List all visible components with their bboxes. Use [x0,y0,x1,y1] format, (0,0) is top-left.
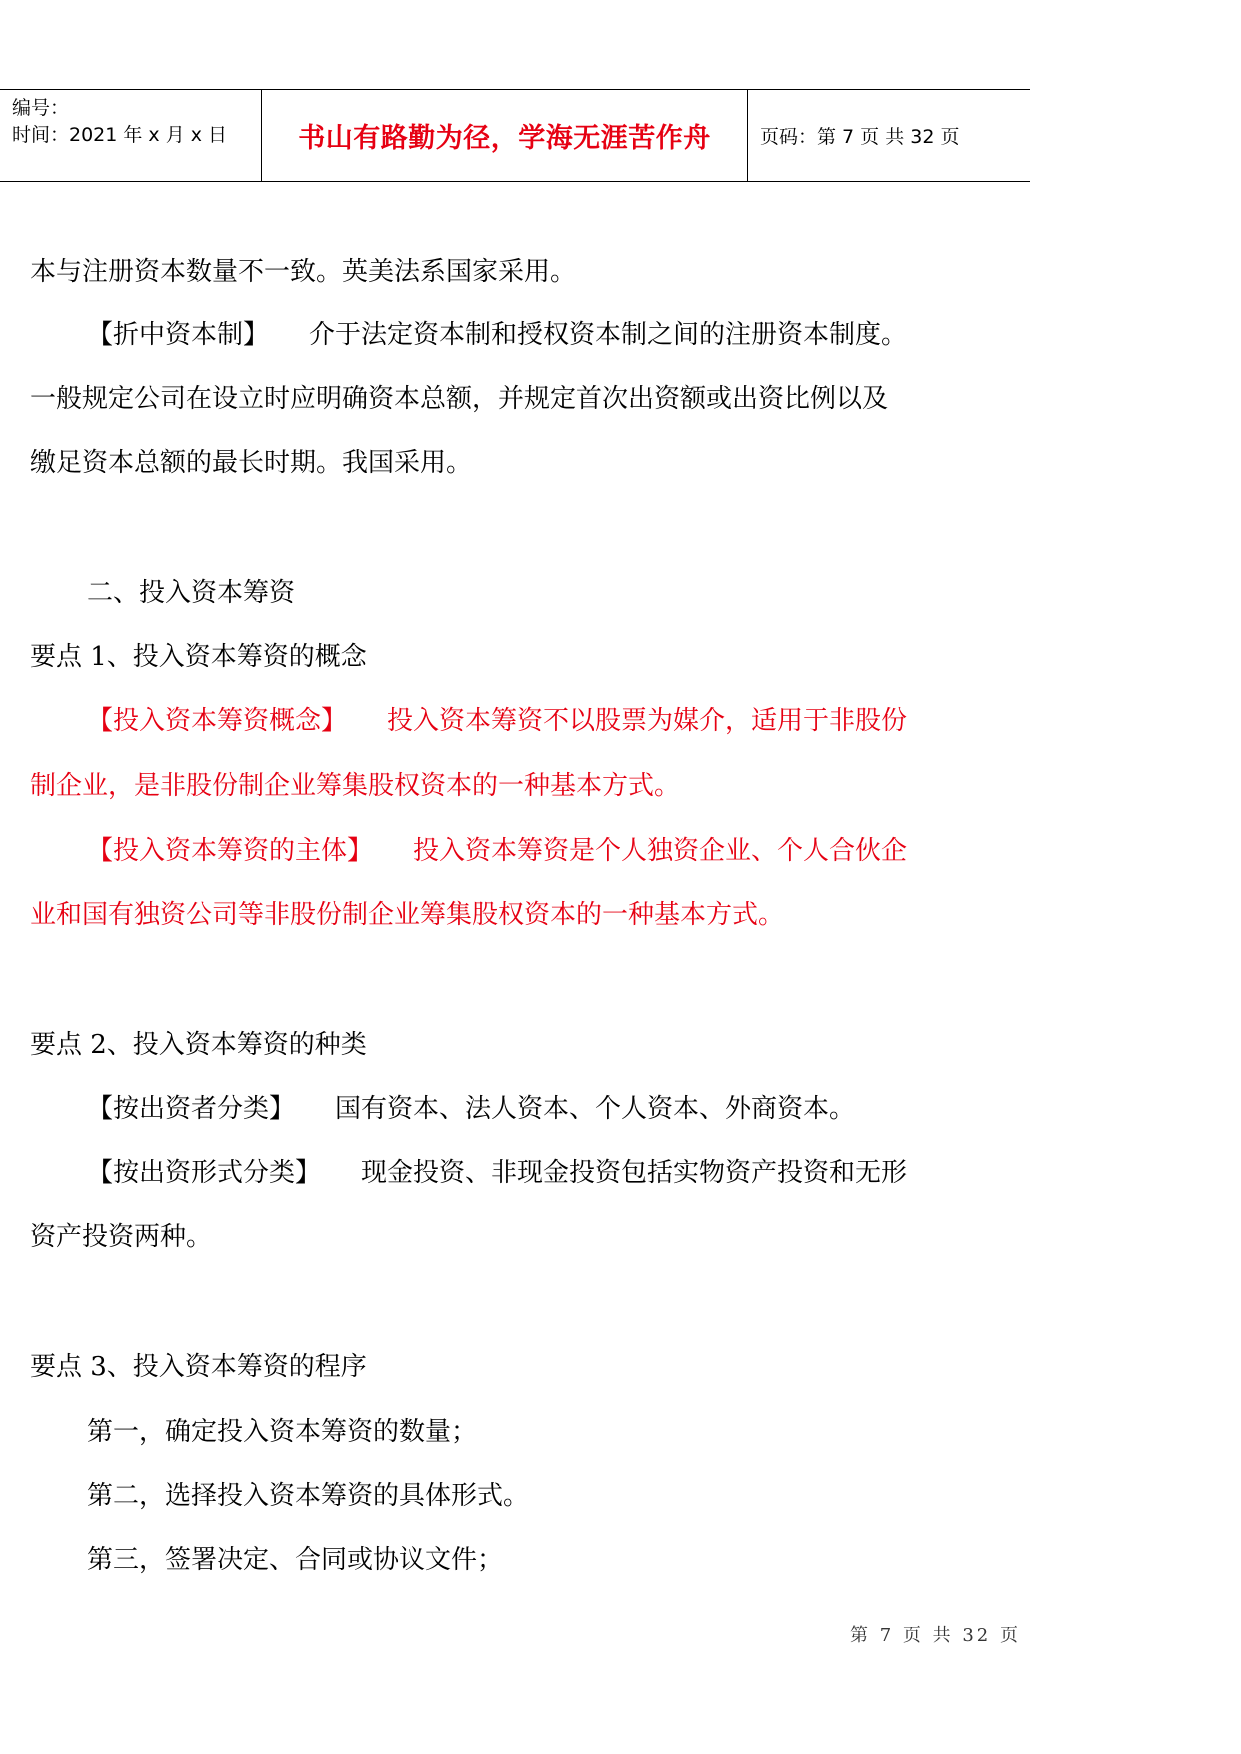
header-motto-cell [262,90,748,181]
header-motto: 书山有路勤为径，学海无涯苦作舟 [298,123,711,154]
term-heading: 【按出资形式分类】 [87,1158,322,1188]
paragraph-kind-investor [87,1094,855,1124]
term-definition: 介于法定资本制和授权资本制之间的注册资本制度。 [309,320,908,350]
term-definition: 现金投资、非现金投资包括实物资产投资和无形 [361,1158,908,1188]
term-heading: 【按出资者分类】 [87,1094,296,1124]
step-3: 第三，签署决定、合同或协议文件； [87,1545,504,1575]
step-1: 第一，确定投入资本筹资的数量； [87,1417,478,1447]
paragraph-line: 资产投资两种。 [30,1222,213,1252]
header-table [0,89,1030,182]
red-paragraph-subject [87,836,907,866]
step-2: 第二，选择投入资本筹资的具体形式。 [87,1481,530,1511]
term-heading: 【投入资本筹资概念】 [87,706,348,736]
term-heading: 【折中资本制】 [87,320,270,350]
header-meta-cell [0,90,262,181]
term-definition: 投入资本筹资不以股票为媒介，适用于非股份 [387,706,908,736]
point-heading-2: 要点 2、投入资本筹资的种类 [30,1030,367,1060]
point-heading-3: 要点 3、投入资本筹资的程序 [30,1352,367,1382]
paragraph-line: 缴足资本总额的最长时期。我国采用。 [30,448,473,478]
paragraph-line: 制企业，是非股份制企业筹集股权资本的一种基本方式。 [30,771,681,801]
red-paragraph-concept [87,706,907,736]
paragraph-compromise-capital [87,320,907,350]
document-number-label: 编号： [12,97,70,119]
section-heading: 二、投入资本筹资 [87,578,296,608]
paragraph-line: 业和国有独资公司等非股份制企业筹集股权资本的一种基本方式。 [30,900,785,930]
term-heading: 【投入资本筹资的主体】 [87,836,374,866]
point-heading-1: 要点 1、投入资本筹资的概念 [30,642,367,672]
term-definition: 投入资本筹资是个人独资企业、个人合伙企 [413,836,908,866]
term-definition: 国有资本、法人资本、个人资本、外商资本。 [335,1094,856,1124]
paragraph-kind-form [87,1158,907,1188]
document-time-label: 时间：2021 年 x 月 x 日 [12,124,228,146]
footer-page-number: 第 7 页 共 32 页 [850,1625,1021,1646]
paragraph-line: 一般规定公司在设立时应明确资本总额，并规定首次出资额或出资比例以及 [30,384,889,414]
header-page-info: 页码：第 7 页 共 32 页 [760,126,960,148]
paragraph-line: 本与注册资本数量不一致。英美法系国家采用。 [30,257,577,287]
